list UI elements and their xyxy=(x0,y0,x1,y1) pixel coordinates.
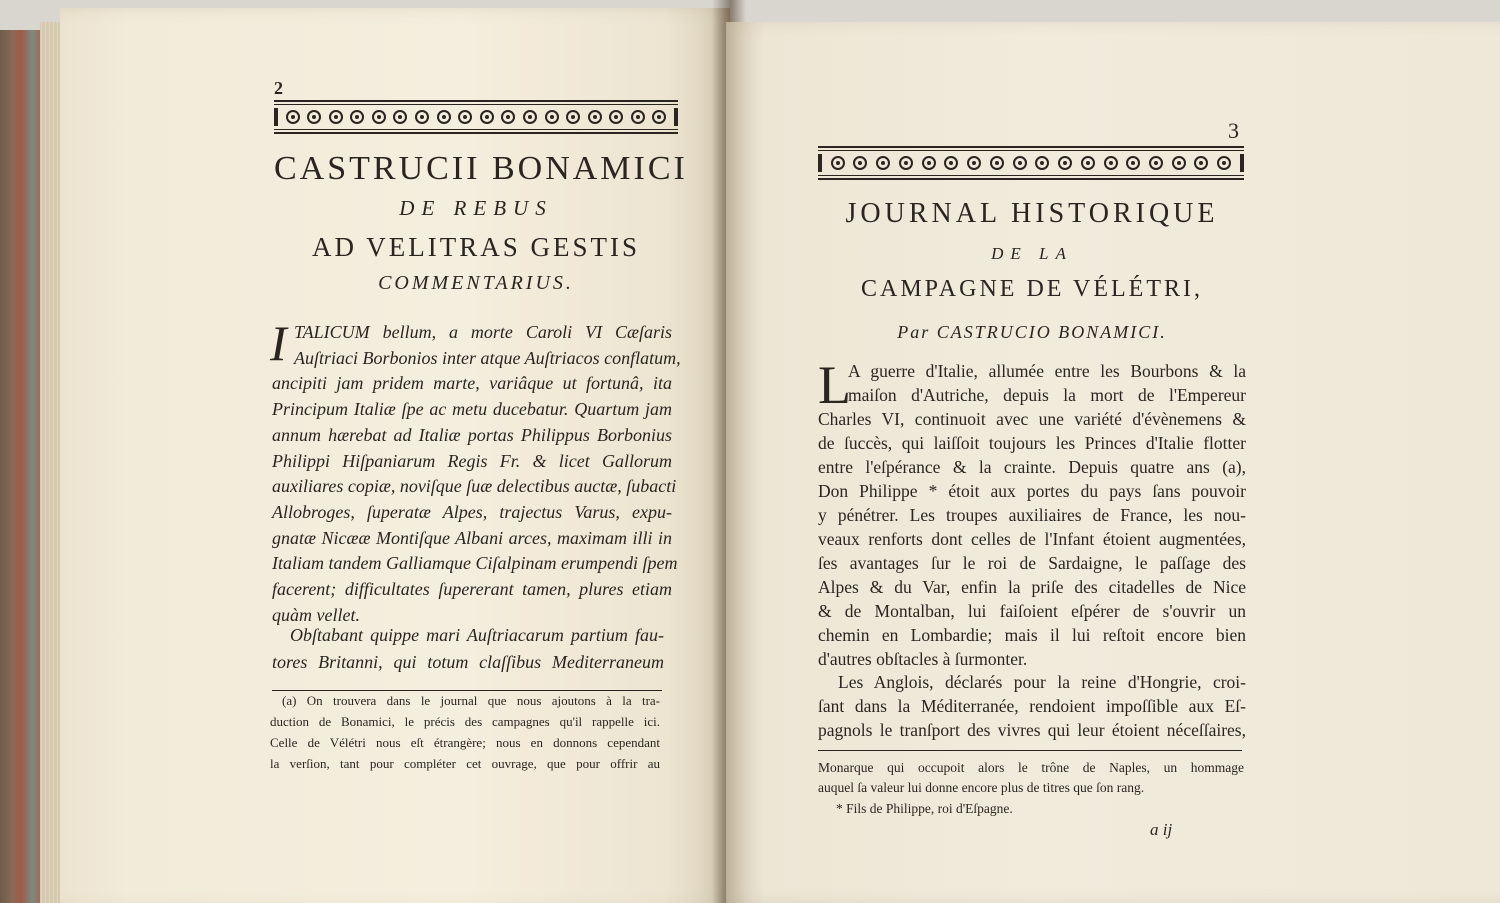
text-line: auxiliares copiæ, noviſque ſuæ delectibus auctæ, ſubacti xyxy=(272,476,677,497)
text-line: tores Britanni, qui totum claſſibus Mediterraneum xyxy=(272,652,664,672)
text-line: Principum Italiæ ſpe ac metu ducebatur. Quartum jam xyxy=(272,399,672,420)
left-header-ornament xyxy=(274,100,678,134)
text-line: TALICUM bellum, a morte Caroli VI Cæſaris xyxy=(294,322,672,342)
footnote-line: auquel ſa valeur lui donne encore plus de titres que ſon rang. xyxy=(818,780,1145,795)
text-line: veaux renforts dont celles de l'Infant étoient augmentées, xyxy=(818,529,1246,549)
signature-mark: a ij xyxy=(1150,820,1173,839)
text-line: pagnols le tranſport des vivres qui leur étoient néceſſaires, xyxy=(818,720,1246,740)
footnote-line: Monarque qui occupoit alors le trône de Naples, un hommage xyxy=(818,760,1244,775)
text-line: Italiam tandem Galliamque Ciſalpinam erumpendi ſpem xyxy=(272,553,678,574)
text-line: & de Montalban, lui faiſoient eſpérer de s'ouvrir un xyxy=(818,601,1246,621)
right-footnote-rule xyxy=(818,750,1242,751)
left-footnote xyxy=(270,690,660,774)
text-line: Les Anglois, déclarés pour la reine d'Hongrie, croi- xyxy=(838,672,1246,692)
right-footnote-star: * Fils de Philippe, roi d'Eſpagne. xyxy=(836,801,1013,816)
left-subtitle-2: AD VELITRAS GESTIS xyxy=(311,232,640,262)
text-line: A guerre d'Italie, allumée entre les Bourbons & la xyxy=(848,361,1246,381)
right-subtitle-2: CAMPAGNE DE VÉLÉTRI, xyxy=(860,276,1203,302)
left-title: CASTRUCII BONAMICI xyxy=(274,150,688,187)
right-body-paragraph xyxy=(818,355,1246,671)
text-line: ancipiti jam pridem marte, variâque ut fortunâ, ita xyxy=(272,373,672,394)
text-line: entre l'eſpérance & la crainte. Depuis quatre ans (a), xyxy=(818,457,1246,477)
left-drop-cap: I xyxy=(270,315,287,371)
text-line: Auſtriaci Borbonios inter atque Auſtriacos conflatum, xyxy=(294,347,681,368)
right-byline: Par CASTRUCIO BONAMICI. xyxy=(897,322,1167,342)
text-line: de ſuccès, qui laiſſoit toujours les Princes d'Italie flotter xyxy=(818,433,1246,453)
footnote-line: (a) On trouvera dans le journal que nous ajoutons à la tra- xyxy=(282,693,660,708)
footnote-line: Celle de Vélétri nous eſt étrangère; nous en donnons cependant xyxy=(270,735,660,750)
text-line: maiſon d'Autriche, depuis la mort de l'Empereur xyxy=(848,385,1246,405)
footnote-line: duction de Bonamici, le précis des campagnes qu'il rappelle ici. xyxy=(270,714,660,729)
text-line: ſes avantages ſur le roi de Sardaigne, le paſſage des xyxy=(818,553,1246,573)
left-second-paragraph xyxy=(272,622,664,676)
left-body-paragraph xyxy=(270,315,681,628)
right-subtitle-1: DE LA xyxy=(991,244,1073,263)
text-line: Obſtabant quippe mari Auſtriacarum partium fau- xyxy=(290,625,664,645)
right-header-ornament xyxy=(818,146,1244,180)
text-line: ſant dans la Méditerranée, rendoient impoſſible aux Eſ- xyxy=(818,696,1246,716)
text-line: d'autres obſtacles à ſurmonter. xyxy=(818,649,1028,669)
text-line: Charles VI, continuoit avec une variété d'évènemens & xyxy=(818,409,1246,429)
right-second-paragraph xyxy=(818,670,1246,742)
text-line: Don Philippe * étoit aux portes du pays ſans pouvoir xyxy=(818,481,1246,501)
text-line: Philippi Hiſpaniarum Regis Fr. & licet Gallorum xyxy=(272,450,672,471)
left-subtitle-3: COMMENTARIUS. xyxy=(378,272,574,294)
text-line: annum hærebat ad Italiæ portas Philippus Borbonius xyxy=(272,424,672,445)
text-line: chemin en Lombardie; mais il lui reſtoit encore bien xyxy=(818,625,1246,645)
left-page-number: 2 xyxy=(274,78,283,98)
right-drop-cap: L xyxy=(818,355,851,415)
text-line: Allobroges, ſuperatæ Alpes, trajectus Varus, expu- xyxy=(272,501,672,522)
right-page-number: 3 xyxy=(1228,118,1239,143)
left-subtitle-1: DE REBUS xyxy=(399,196,553,220)
text-line: quàm vellet. xyxy=(272,604,360,625)
text-line: Alpes & du Var, enfin la priſe des citadelles de Nice xyxy=(818,577,1246,597)
right-footnote xyxy=(818,758,1244,798)
text-line: facerent; difficultates ſupererant tamen, plures etiam xyxy=(272,579,672,600)
right-title: JOURNAL HISTORIQUE xyxy=(845,198,1219,229)
text-line: y pénétrer. Les troupes auxiliaires de France, les nou- xyxy=(818,505,1246,525)
text-line: gnatæ Nicææ Montiſque Albani arces, maximam illi in xyxy=(272,527,672,548)
footnote-line: la verſion, tant pour compléter cet ouvrage, que pour offrir au xyxy=(270,756,660,771)
